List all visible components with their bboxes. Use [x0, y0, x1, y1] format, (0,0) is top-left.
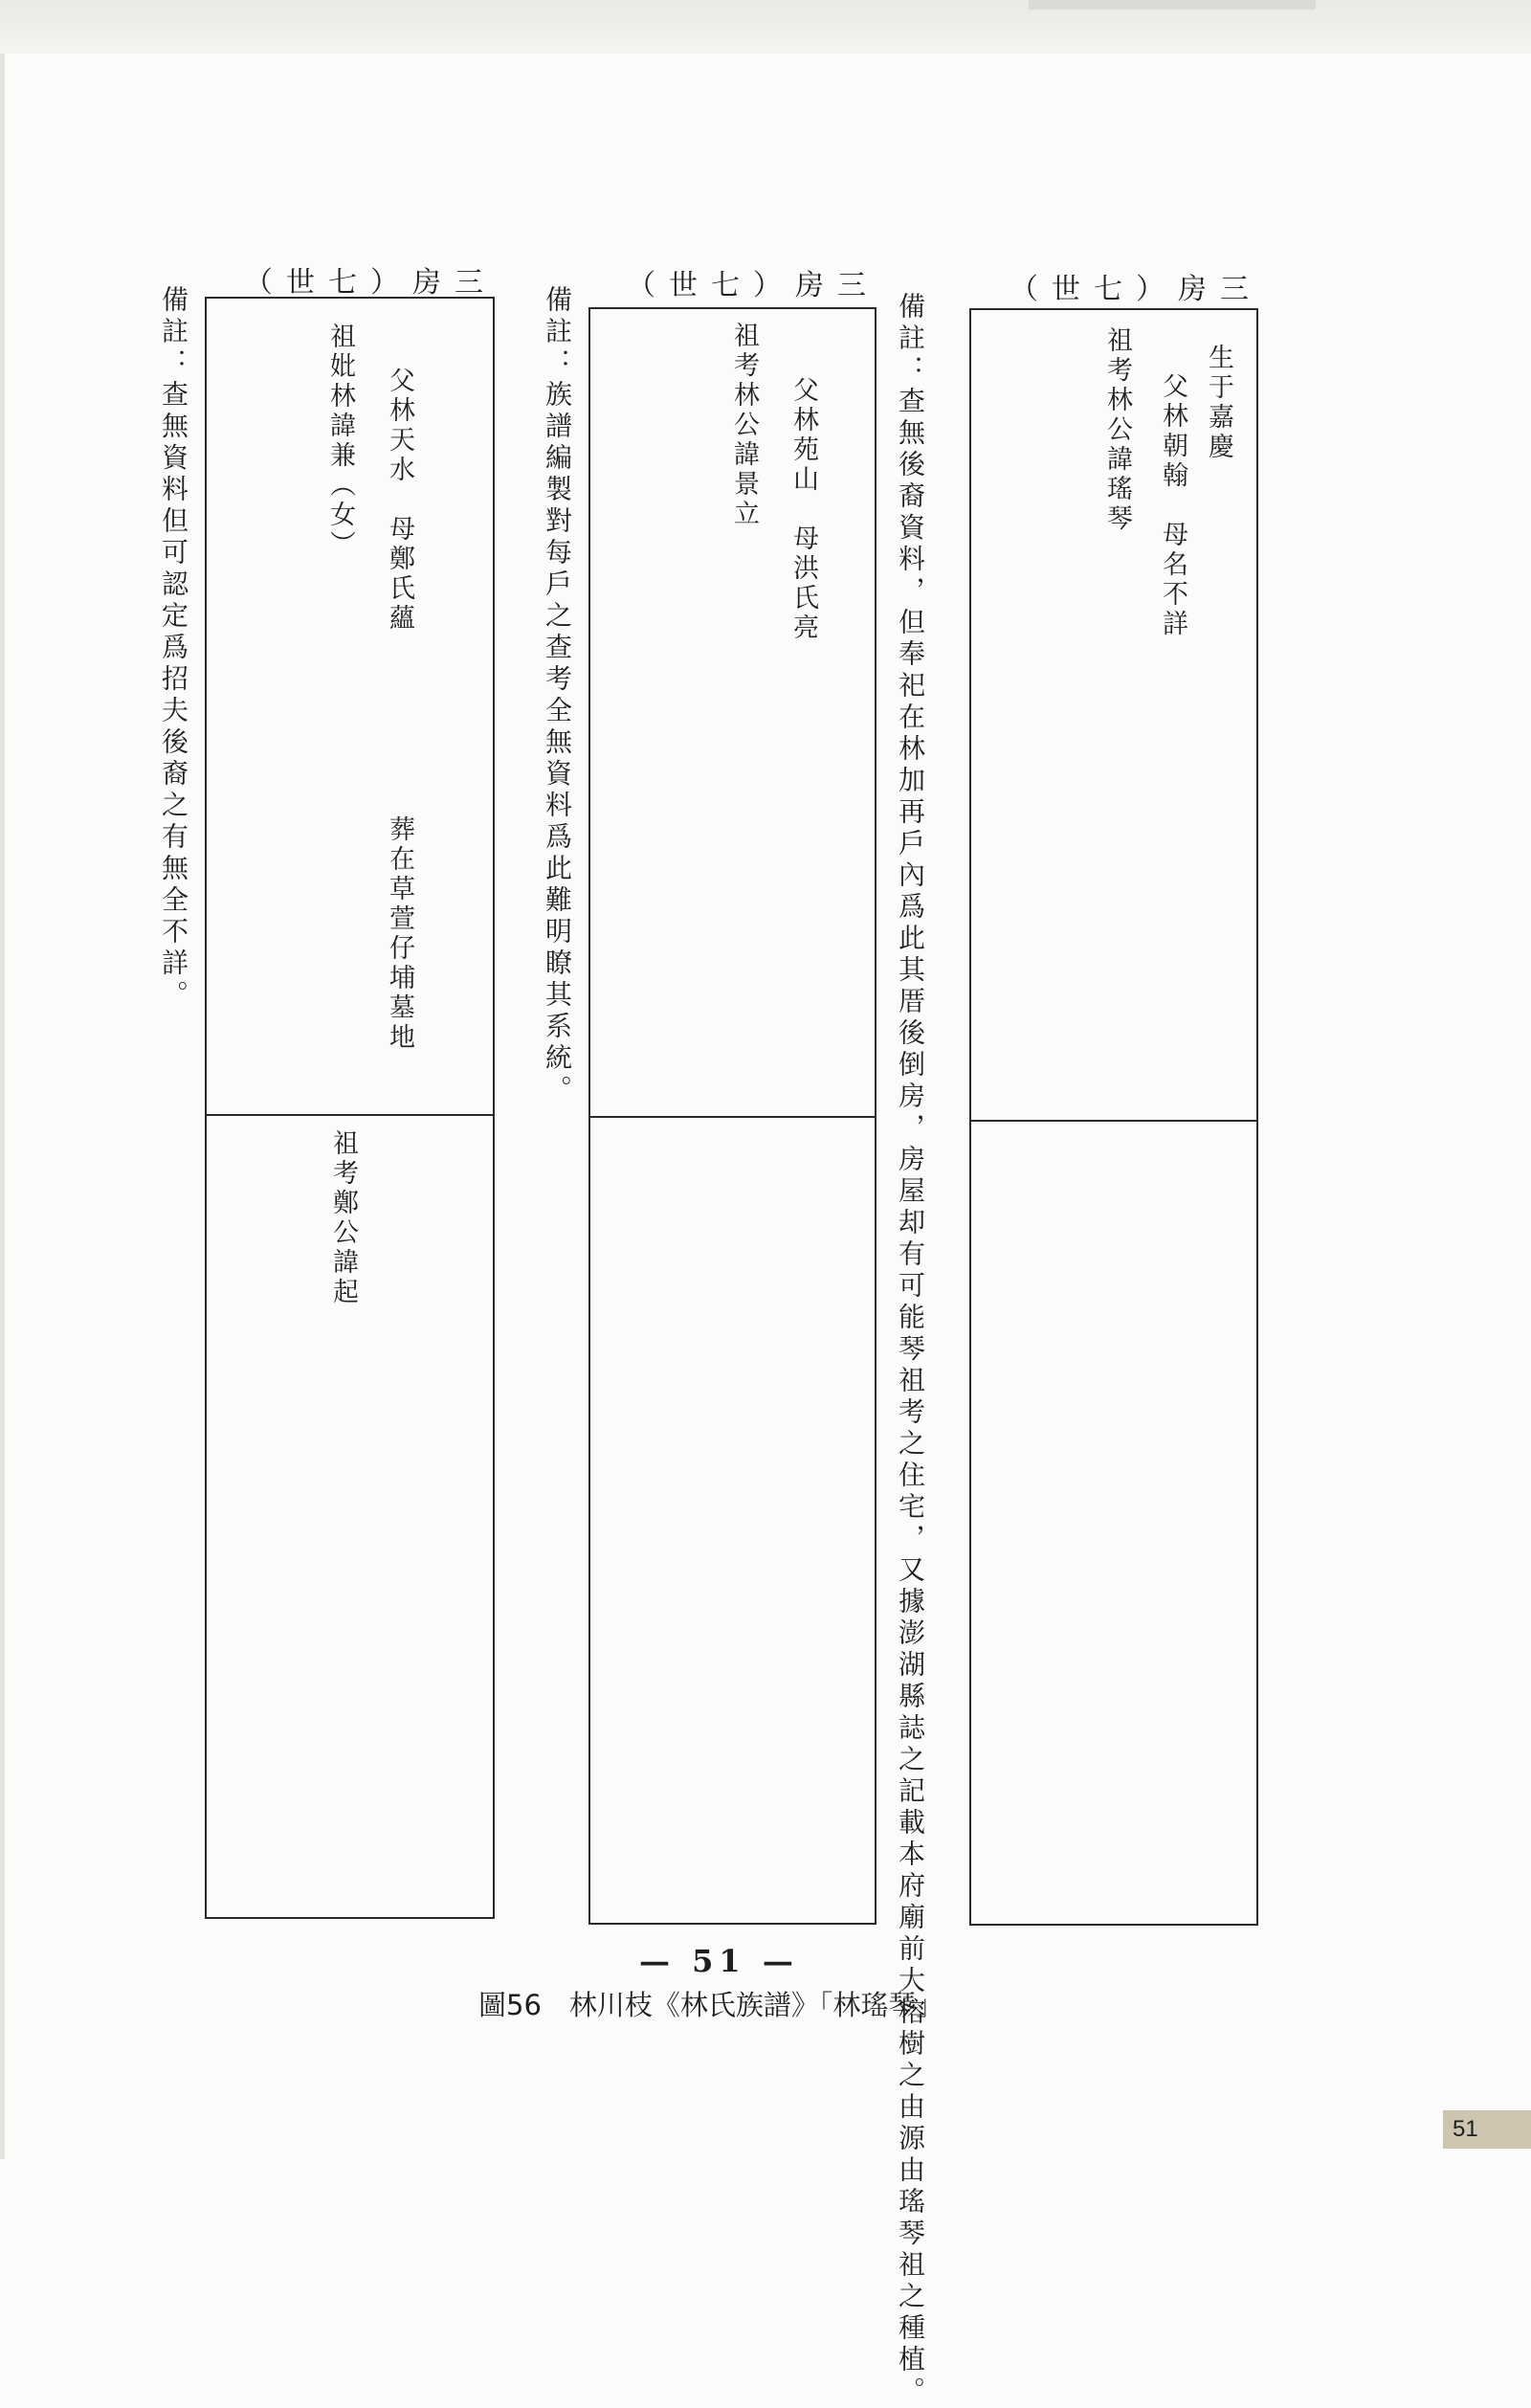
- panel-note: 備註：查無後裔資料，但奉祀在林加再戶內爲此其厝後倒房，房屋却有可能琴祖考之住宅，又據澎湖縣誌之記載本府廟前大榕樹之由源由瑤琴祖之種植。: [895, 292, 926, 2408]
- genealogy-box: [205, 297, 495, 1919]
- box-divider: [971, 1120, 1256, 1122]
- spouse-name: 祖考鄭公諱起: [328, 1129, 358, 1307]
- page-tag: 51: [1443, 2110, 1531, 2149]
- genealogy-box: [588, 307, 876, 1925]
- scan-left-edge: [0, 54, 5, 2159]
- panel-heading: （世七）房三: [1010, 273, 1262, 306]
- panel-heading: （世七）房三: [244, 266, 497, 300]
- parents-text: 父林苑山 母洪氏亮: [788, 376, 818, 643]
- genealogy-box: [969, 308, 1258, 1926]
- ancestor-name: 祖考林公諱瑤琴: [1102, 326, 1132, 534]
- page-number: — 51 —: [639, 1943, 799, 1979]
- ancestor-name: 祖考林公諱景立: [729, 322, 759, 529]
- parents-text: 父林朝翰 母名不詳: [1158, 372, 1187, 639]
- ancestor-name: 祖妣林諱兼（女）: [325, 323, 355, 560]
- box-divider: [590, 1116, 875, 1118]
- birth-text: 生于嘉慶: [1204, 344, 1233, 462]
- parents-text: 父林天水 母鄭氏蘊: [385, 367, 414, 634]
- panel-heading: （世七）房三: [627, 269, 879, 302]
- scan-top-mark: [1029, 0, 1316, 10]
- panel-note: 備註：族譜編製對每戶之查考全無資料爲此難明瞭其系統。: [542, 285, 573, 1106]
- burial-text: 葬在草萱仔埔墓地: [385, 815, 414, 1053]
- panel-note: 備註：查無資料但可認定爲招夫後裔之有無全不詳。: [158, 285, 189, 1012]
- figure-caption: 圖56 林川枝《林氏族譜》「林瑤琴」: [478, 1989, 944, 2021]
- box-divider: [207, 1114, 493, 1116]
